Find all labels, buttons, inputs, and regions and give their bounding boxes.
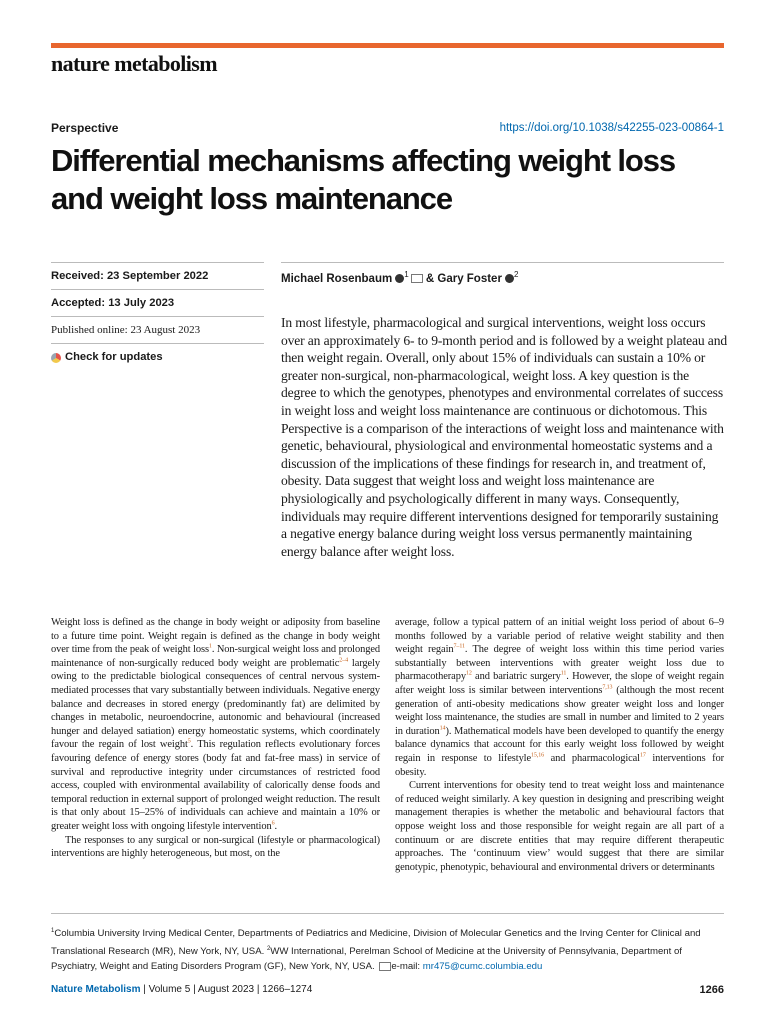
reference-link[interactable]: 12 [465,670,472,677]
body-column-2 [395,616,724,874]
article-type: Perspective [51,121,119,135]
footer-journal[interactable]: Nature Metabolism [51,984,141,995]
author-2-affiliation: 2 [513,270,519,279]
body-paragraph: Current interventions for obesity tend to treat weight loss and maintenance of reduced weight similarly. A key question in designing and prescribing weight management therapies is whether the metabolic and behavioural factors that oppose weight loss and those responsible for weight regain are all part of a continuum or are discrete entities that may require different therapeutic approaches. The ‘continuum view’ would suggest that there are similar genotypic, phenotypic, behavioural and environmental drivers or determinants [395,780,724,873]
reference-link[interactable]: 15,16 [531,752,545,759]
doi-link[interactable]: https://doi.org/10.1038/s42255-023-00864-1 [499,122,724,134]
author-separator: & [425,272,435,285]
author-2[interactable]: Gary Foster [437,272,502,285]
accent-bar [51,43,724,48]
received-date: Received: 23 September 2022 [51,262,264,289]
article-title: Differential mechanisms affecting weight loss and weight loss maintenance [51,143,676,216]
check-updates-label: Check for updates [65,351,163,363]
reference-link[interactable]: 1 [208,643,212,650]
accepted-date: Accepted: 13 July 2023 [51,289,264,316]
page-footer [51,984,724,996]
journal-logo: nature metabolism [51,51,217,76]
footer-volume: | Volume 5 | August 2023 | 1266–1274 [140,984,313,995]
author-list [281,262,724,285]
reference-link[interactable]: 11 [560,670,567,677]
email-icon[interactable] [411,274,423,283]
body-column-1 [51,616,380,861]
reference-link[interactable]: 6 [271,820,275,827]
article-meta [51,262,264,370]
reference-link[interactable]: 5 [187,738,191,745]
page-number: 1266 [699,984,724,996]
reference-link[interactable]: 7,13 [602,684,613,691]
body-paragraph: average, follow a typical pattern of an initial weight loss period of about 6–9 months followed by a variable period of relative weight stability and then weight regain$^{7-11}$. The degree of weight loss within this time period varies substantially between interventions with greater weight loss due to pharmacotherapy$^{12}$ and bariatric surgery$^{11}$. However, the slope of weight regain after weight loss is similar between interventions$^{7,13}$ (although the most recent generation of anti-obesity medications show greater weight loss and longer weight loss maintenance, the studies are small in number and limited to 2 years in duration$^{14}$). Mathematical models have been developed to quantify the energy balance dynamics that account for this early weight loss followed by weight regain in response to lifestyle$^{15,16}$ and pharmacological$^{17}$ interventions for obesity. [395,617,724,778]
body-paragraph: Weight loss is defined as the change in body weight or adiposity from baseline to a future time point. Weight regain is defined as the change in body weight over time from the peak of weight loss$^1$. Non-surgical weight loss and prolonged maintenance of non-surgically reduced body weight are problematic$^{2-4}$ largely owing to the predictable biological consequences of central nervous system-mediated processes that vary substantially between individuals. Negative energy balance and decreases in stored energy (predominantly fat) are delimited by changes in metabolic, neuroendocrine, autonomic and behavioural (increased hunger and delayed satiation) energy homeostatic systems, which coordinately favour the regain of lost weight$^5$. This regulation reflects evolutionary forces favouring defence of energy stores (body fat and fat-free mass) in service of survival and reproductive integrity under circumstances of restricted food access, coupled with environmental availability of calorically dense foods and temporal reduction in external support of prolonged weight reduction. The result is that only about 15–25% of individuals can achieve and maintain a 10% or greater weight loss with ongoing lifestyle intervention$^6$. [51,617,381,832]
published-date: Published online: 23 August 2023 [51,316,264,343]
reference-link[interactable]: 2–4 [339,657,348,664]
check-updates-button[interactable] [51,343,264,370]
affiliations: $^1$Columbia University Irving Medical Center, Departments of Pediatrics and Medicine, Division of Molecular Genetics and the Irving Center for Clinical and Translational Research (MR), New York, NY, USA. $^2$WW International, Perelman School of Medicine at the University of Pennsylvania, Department of Psychiatry, Weight and Eating Disorders Program (GF), New York, NY, USA. e-mail: mr475@cumc.columbia.edu [51,913,724,975]
author-1-affiliation: 1 [404,270,409,279]
reference-link[interactable]: 7–11 [453,643,465,650]
orcid-icon[interactable] [505,274,514,283]
reference-link[interactable]: 17 [639,752,646,759]
abstract: In most lifestyle, pharmacological and surgical interventions, weight loss occurs over an approximately 6- to 9-month period and is followed by a weight plateau and then weight regain. Overall, only about 15% of individuals can sustain a 10% or greater non-surgical, non-pharmacological, weight loss. A key question is the degree to which the genotypes, phenotypes and environmental correlates of success in weight loss and weight loss maintenance are continuous or dichotomous. This Perspective is a comparison of the interactions of weight loss and maintenance with genetic, behavioural, physiological and environmental homeostatic systems and a discussion of the implications of these findings for research in, and treatment of, obesity. Data suggest that weight loss and weight loss maintenance are physiologically and psychologically different in many ways. Consequently, individuals may require different interventions designed for temporarily sustaining a negative energy balance during weight loss versus permanently maintaining energy balance after weight loss. [281,315,727,559]
email-link[interactable]: mr475@cumc.columbia.edu [422,961,543,973]
reference-link[interactable]: 14 [439,725,446,732]
check-updates-icon [51,353,61,363]
email-icon [379,962,391,971]
body-paragraph: The responses to any surgical or non-surgical (lifestyle or pharmacological) interventions are highly heterogeneous, but most, on the [51,834,380,860]
orcid-icon[interactable] [395,274,404,283]
author-1[interactable]: Michael Rosenbaum [281,272,393,285]
